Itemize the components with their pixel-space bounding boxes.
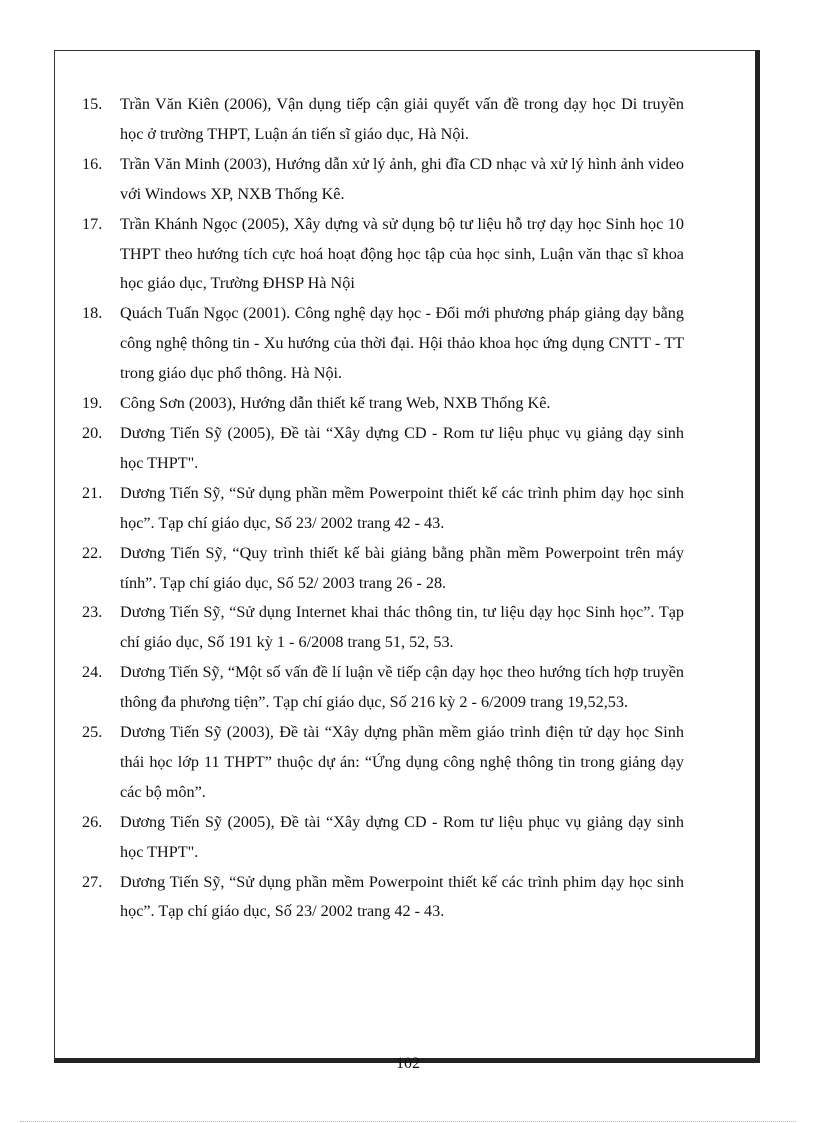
reference-item [82,210,684,300]
reference-text: Trần Văn Minh (2003), Hướng dẫn xử lý ảnh, ghi đĩa CD nhạc và xử lý hình ảnh video với Windows XP, NXB Thống Kê. [120,154,684,203]
reference-number: 25. [82,723,103,742]
reference-number: 21. [82,483,103,502]
reference-item [82,539,684,599]
reference-item [82,479,684,539]
reference-number: 22. [82,543,103,562]
reference-number: 17. [82,214,103,233]
reference-number: 24. [82,663,103,682]
reference-item [82,419,684,479]
reference-item [82,299,684,389]
reference-item [82,658,684,718]
reference-text: Dương Tiến Sỹ (2005), Đề tài “Xây dựng CD - Rom tư liệu phục vụ giảng dạy sinh học THPT". [120,812,684,861]
reference-text: Dương Tiến Sỹ (2005), Đề tài “Xây dựng CD - Rom tư liệu phục vụ giảng dạy sinh học THPT". [120,423,684,472]
reference-item [82,150,684,210]
reference-text: Dương Tiến Sỹ (2003), Đề tài “Xây dựng phần mềm giáo trình điện tử dạy học Sinh thái học lớp 11 THPT” thuộc dự án: “Ứng dụng công nghệ thông tin trong giảng dạy các bộ môn”. [120,723,684,801]
reference-text: Trần Khánh Ngọc (2005), Xây dựng và sử dụng bộ tư liệu hỗ trợ dạy học Sinh học 10 THPT theo hướng tích cực hoá hoạt động học tập của học sinh, Luận văn thạc sĩ khoa học giáo dục, Trường ĐHSP Hà Nội [120,214,684,293]
reference-text: Trần Văn Kiên (2006), Vận dụng tiếp cận giải quyết vấn đề trong dạy học Di truyền học ở trường THPT, Luận án tiến sĩ giáo dục, Hà Nội. [120,95,684,143]
reference-number: 20. [82,423,103,442]
reference-number: 27. [82,872,103,891]
reference-item [82,808,684,868]
page-number: 102 [396,1055,420,1072]
reference-item [82,868,684,928]
reference-item [82,90,684,150]
reference-text: Dương Tiến Sỹ, “Một số vấn đề lí luận về tiếp cận dạy học theo hướng tích hợp truyền thông đa phương tiện”. Tạp chí giáo dục, Số 216 kỳ 2 - 6/2009 trang 19,52,53. [120,663,684,712]
reference-number: 23. [82,603,103,622]
reference-number: 16. [82,154,103,173]
reference-number: 18. [82,304,103,323]
reference-number: 15. [82,95,103,113]
reference-item [82,718,684,808]
page-break-divider [20,1121,796,1122]
reference-text: Dương Tiến Sỹ, “Sử dụng phần mềm Powerpoint thiết kế các trình phim dạy học sinh học”. Tạp chí giáo dục, Số 23/ 2002 trang 42 - 43. [120,872,684,921]
reference-item [82,598,684,658]
reference-item [82,389,684,419]
reference-text: Dương Tiến Sỹ, “Sử dụng phần mềm Powerpoint thiết kế các trình phim dạy học sinh học”. Tạp chí giáo dục, Số 23/ 2002 trang 42 - 43. [120,483,684,532]
reference-text: Công Sơn (2003), Hướng dẫn thiết kế trang Web, NXB Thống Kê. [120,394,551,413]
reference-text: Dương Tiến Sỹ, “Quy trình thiết kế bài giảng bằng phần mềm Powerpoint trên máy tính”. Tạp chí giáo dục, Số 52/ 2003 trang 26 - 28. [120,543,684,592]
reference-list [82,90,684,927]
reference-number: 26. [82,812,103,831]
reference-text: Quách Tuấn Ngọc (2001). Công nghệ dạy học - Đổi mới phương pháp giảng dạy bằng công nghệ thông tin - Xu hướng của thời đại. Hội thảo khoa học ứng dụng CNTT - TT trong giáo dục phổ thông. Hà Nội. [120,304,684,383]
reference-text: Dương Tiến Sỹ, “Sử dụng Internet khai thác thông tin, tư liệu dạy học Sinh học”. Tạp chí giáo dục, Số 191 kỳ 1 - 6/2008 trang 51, 52, 53. [120,603,684,652]
reference-number: 19. [82,394,103,413]
